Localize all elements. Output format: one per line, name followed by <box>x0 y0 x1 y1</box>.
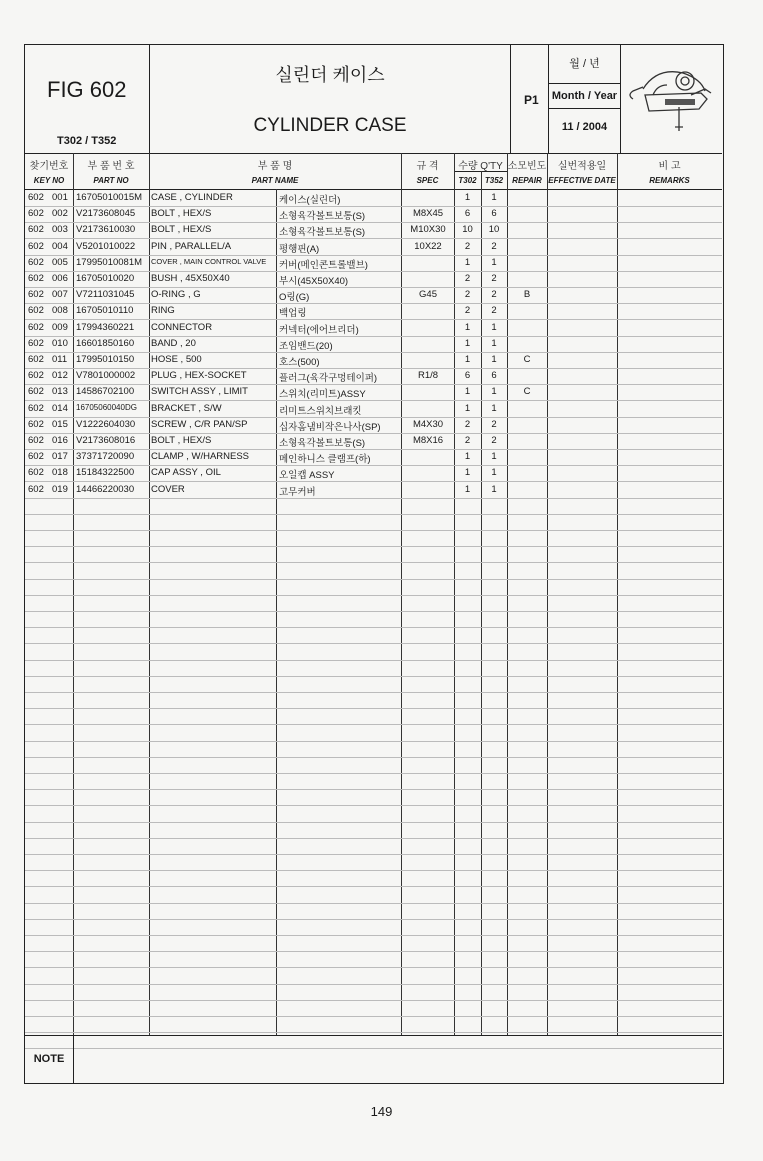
col-spec-en: SPEC <box>416 176 439 185</box>
cell-name-ko: 메인하니스 클램프(하) <box>279 454 371 466</box>
cell-key: 014 <box>52 402 68 414</box>
cell-repair: C <box>523 386 531 398</box>
date-label-korean: 월 / 년 <box>569 58 600 70</box>
cell-key: 011 <box>52 354 68 365</box>
cell-part: 16601850160 <box>76 337 135 349</box>
cell-fig: 602 <box>28 240 44 252</box>
blank-row <box>25 708 722 725</box>
cell-name-en: PIN , PARALLEL/A <box>151 240 232 252</box>
cell-fig: 602 <box>28 192 44 203</box>
col-spec-ko: 규 격 <box>416 161 439 172</box>
cell-name-en: COVER <box>151 483 185 495</box>
date-label-english: Month / Year <box>549 83 620 109</box>
cell-key: 012 <box>52 370 68 382</box>
cell-q1: 2 <box>464 435 471 446</box>
fig-box <box>25 45 150 153</box>
blank-row <box>25 822 722 839</box>
cell-fig: 602 <box>28 305 44 317</box>
cell-key: 008 <box>52 305 68 317</box>
cell-name-en: BOLT , HEX/S <box>151 208 212 220</box>
cell-q2: 1 <box>491 451 497 463</box>
cell-name-en: BOLT , HEX/S <box>151 435 212 446</box>
cell-name-en: PLUG , HEX-SOCKET <box>151 370 247 382</box>
cell-key: 002 <box>52 208 68 220</box>
cell-name-ko: 커버(메인콘트롤밸브) <box>279 259 368 271</box>
cell-q1: 1 <box>464 467 471 479</box>
col-repair-en: REPAIR <box>512 176 542 185</box>
parts-catalog-sheet <box>24 44 724 1084</box>
table-row <box>25 482 722 499</box>
cell-q2: 6 <box>491 208 497 220</box>
blank-row <box>25 627 722 644</box>
cell-part: 16705060040DG <box>76 402 137 412</box>
fig-number: FIG 602 <box>47 77 127 102</box>
col-name-en: PART NAME <box>251 176 299 185</box>
cell-fig: 602 <box>28 418 44 430</box>
cell-q1: 2 <box>464 418 471 430</box>
cell-fig: 602 <box>28 370 44 382</box>
cell-fig: 602 <box>28 386 44 398</box>
cell-q2: 1 <box>491 256 497 268</box>
cell-q1: 2 <box>464 273 471 284</box>
cell-fig: 602 <box>28 208 44 220</box>
cell-q2: 1 <box>491 192 497 203</box>
cell-part: V7801000002 <box>76 370 136 382</box>
cell-name-en: SWITCH ASSY , LIMIT <box>151 386 248 398</box>
cell-q2: 10 <box>488 224 500 236</box>
cell-fig: 602 <box>28 256 44 268</box>
cell-fig: 602 <box>28 451 44 463</box>
cell-name-ko: 플러그(육각구멍테이퍼) <box>279 373 378 385</box>
blank-row <box>25 951 722 968</box>
table-row <box>25 449 722 466</box>
cell-q2: 1 <box>491 337 497 349</box>
blank-row <box>25 595 722 612</box>
cell-part: V7211031045 <box>76 289 135 301</box>
page-box <box>511 45 549 153</box>
blank-row <box>25 498 722 515</box>
cell-fig: 602 <box>28 321 44 333</box>
cell-part: 15184322500 <box>76 467 135 479</box>
cell-q1: 1 <box>464 386 471 398</box>
cell-key: 003 <box>52 224 68 236</box>
cell-name-ko: 고무커버 <box>279 486 316 498</box>
col-remarks-ko: 비 고 <box>658 161 681 172</box>
cell-key: 017 <box>52 451 68 463</box>
cell-name-en: HOSE , 500 <box>151 354 202 365</box>
cell-fig: 602 <box>28 337 44 349</box>
cell-q2: 1 <box>491 467 497 479</box>
cell-name-ko: 케이스(실린더) <box>279 195 341 206</box>
cell-part: 14586702100 <box>76 386 135 398</box>
cell-spec: 10X22 <box>414 240 442 252</box>
blank-row <box>25 789 722 806</box>
blank-row <box>25 725 722 742</box>
col-effective-ko: 실번적용일 <box>557 161 607 172</box>
blank-row <box>25 741 722 758</box>
table-row <box>25 352 722 369</box>
model-numbers: T302 / T352 <box>57 135 117 147</box>
table-row <box>25 384 722 401</box>
blank-row <box>25 546 722 563</box>
blank-row <box>25 806 722 823</box>
cell-key: 019 <box>52 483 68 495</box>
cell-q2: 1 <box>491 354 497 365</box>
cell-part: V2173608016 <box>76 435 136 446</box>
cell-key: 015 <box>52 418 68 430</box>
cell-name-ko: 백업링 <box>279 308 307 320</box>
cell-name-ko: 스위치(리미트)ASSY <box>279 389 366 401</box>
page-code: P1 <box>524 93 539 107</box>
cell-q1: 1 <box>464 354 471 365</box>
date-value: 11 / 2004 <box>561 121 608 133</box>
table-row <box>25 320 722 337</box>
blank-row <box>25 903 722 920</box>
cell-q2: 1 <box>491 386 497 398</box>
cell-q1: 2 <box>464 305 471 317</box>
blank-row <box>25 611 722 628</box>
cell-name-ko: 소형육각볼트보통(S) <box>279 227 366 239</box>
cell-key: 007 <box>52 289 68 301</box>
cell-spec: R1/8 <box>417 370 439 382</box>
col-key-en: KEY NO <box>33 176 65 185</box>
col-repair-ko: 소모빈도 <box>507 161 547 172</box>
blank-row <box>25 579 722 596</box>
cell-key: 009 <box>52 321 68 333</box>
cell-fig: 602 <box>28 483 44 495</box>
cell-part: V2173610030 <box>76 224 136 236</box>
cell-part: 16705010110 <box>76 305 134 317</box>
cell-q2: 1 <box>491 402 497 414</box>
col-part-en: PART NO <box>93 176 129 185</box>
table-row <box>25 239 722 256</box>
cell-spec: M8X16 <box>412 435 444 446</box>
cell-name-en: CLAMP , W/HARNESS <box>151 451 250 463</box>
title-english: CYLINDER CASE <box>253 115 407 136</box>
table-row <box>25 190 722 207</box>
table-row <box>25 465 722 482</box>
cell-name-en: COVER , MAIN CONTROL VALVE <box>151 256 267 266</box>
cell-name-en: BAND , 20 <box>151 337 196 349</box>
cell-name-ko: 십자홈냄비작은나사(SP) <box>279 421 381 433</box>
cell-q2: 2 <box>491 305 497 317</box>
cell-q1: 1 <box>464 321 471 333</box>
cell-q1: 1 <box>464 451 471 463</box>
cell-name-ko: O링(G) <box>279 292 310 304</box>
cell-key: 016 <box>52 435 68 446</box>
table-row <box>25 271 722 288</box>
cell-name-ko: 호스(500) <box>279 357 320 368</box>
cell-part: 16705010020 <box>76 273 135 284</box>
col-qty-t302: T302 <box>458 176 477 185</box>
blank-row <box>25 692 722 709</box>
cell-fig: 602 <box>28 273 44 284</box>
cell-part: 17995010150 <box>76 354 135 365</box>
cell-name-ko: 소형육각볼트보통(S) <box>279 438 366 449</box>
blank-row <box>25 773 722 790</box>
col-qty-ko: 수량 Q'TY <box>458 161 503 172</box>
cell-key: 005 <box>52 256 68 268</box>
cell-part: V1222604030 <box>76 418 136 430</box>
cell-name-ko: 오일캡 ASSY <box>279 470 335 482</box>
cell-q2: 6 <box>491 370 497 382</box>
page-number: 149 <box>370 1104 393 1119</box>
cell-name-ko: 평행핀(A) <box>279 243 320 255</box>
cell-q2: 1 <box>491 483 497 495</box>
cell-name-en: BRACKET , S/W <box>151 402 222 414</box>
blank-row <box>25 854 722 871</box>
cell-key: 010 <box>52 337 68 349</box>
blank-row <box>25 563 722 580</box>
blank-row <box>25 676 722 693</box>
cell-name-en: SCREW , C/R PAN/SP <box>151 418 248 430</box>
blank-row <box>25 838 722 855</box>
col-qty-t352: T352 <box>484 176 504 185</box>
cell-spec: M4X30 <box>412 418 444 430</box>
cell-q1: 2 <box>464 289 471 301</box>
cell-q2: 2 <box>491 240 497 252</box>
table-row <box>25 222 722 239</box>
illustration-box <box>621 45 722 153</box>
blank-row <box>25 984 722 1001</box>
blank-row <box>25 870 722 887</box>
col-remarks-en: REMARKS <box>649 176 690 185</box>
cell-key: 018 <box>52 467 68 479</box>
cell-spec: M8X45 <box>412 208 444 220</box>
cell-name-en: RING <box>151 305 175 317</box>
cell-fig: 602 <box>28 354 44 365</box>
cell-name-en: O-RING , G <box>151 289 201 301</box>
cell-fig: 602 <box>28 402 44 414</box>
cell-part: 16705010015M <box>76 192 143 203</box>
cell-part: 14466220030 <box>76 483 135 495</box>
cell-fig: 602 <box>28 435 44 446</box>
cell-q2: 2 <box>491 289 497 301</box>
title-box <box>150 45 511 153</box>
blank-row <box>25 660 722 677</box>
cell-part: 37371720090 <box>76 451 135 463</box>
cell-q1: 1 <box>464 256 471 268</box>
date-box <box>549 45 621 153</box>
cell-part: V5201010022 <box>76 240 136 252</box>
cell-key: 013 <box>52 386 68 398</box>
cell-fig: 602 <box>28 289 44 301</box>
table-row <box>25 417 722 434</box>
cell-key: 001 <box>52 192 68 203</box>
cell-repair: C <box>523 354 531 365</box>
col-effective-en: EFFECTIVE DATE <box>548 176 616 185</box>
cell-name-ko: 리미트스위치브래킷 <box>279 405 362 417</box>
table-row <box>25 401 722 418</box>
table-row <box>25 336 722 353</box>
blank-row <box>25 530 722 547</box>
note-label: NOTE <box>25 1036 74 1084</box>
cell-q1: 1 <box>464 483 471 495</box>
cell-q1: 1 <box>464 337 471 349</box>
cell-name-ko: 조임밴드(20) <box>279 340 333 352</box>
blank-row <box>25 644 722 661</box>
blank-row <box>25 1016 722 1033</box>
table-row <box>25 287 722 304</box>
cell-key: 006 <box>52 273 68 284</box>
col-key-ko: 찾기번호 <box>29 161 69 172</box>
cell-fig: 602 <box>28 467 44 479</box>
table-row <box>25 206 722 223</box>
cylinder-case-illustration-icon <box>625 55 717 137</box>
cell-part: V2173608045 <box>76 208 136 220</box>
title-korean: 실린더 케이스 <box>275 65 385 85</box>
cell-q1: 6 <box>464 208 471 220</box>
cell-q2: 2 <box>491 418 497 430</box>
cell-q1: 1 <box>464 402 471 414</box>
table-row <box>25 255 722 272</box>
sheet-header <box>25 45 722 154</box>
cell-name-en: CASE , CYLINDER <box>151 192 233 203</box>
cell-name-en: CAP ASSY , OIL <box>151 467 221 479</box>
cell-q1: 10 <box>462 224 473 236</box>
blank-row <box>25 1000 722 1017</box>
table-row <box>25 433 722 450</box>
cell-name-en: BOLT , HEX/S <box>151 224 212 236</box>
cell-q2: 2 <box>491 273 497 284</box>
cell-name-ko: 소형육각볼트보통(S) <box>279 211 366 223</box>
cell-spec: M10X30 <box>410 224 446 236</box>
blank-row <box>25 757 722 774</box>
cell-fig: 602 <box>28 224 44 236</box>
cell-q1: 2 <box>464 240 471 252</box>
cell-repair: B <box>523 289 531 301</box>
cell-q2: 2 <box>491 435 497 446</box>
blank-row <box>25 968 722 985</box>
cell-part: 17995010081M <box>76 256 143 268</box>
cell-name-en: BUSH , 45X50X40 <box>151 273 230 284</box>
cell-key: 004 <box>52 240 68 252</box>
blank-row <box>25 514 722 531</box>
cell-spec: G45 <box>419 289 437 301</box>
col-part-ko: 부 품 번 호 <box>87 161 135 172</box>
cell-name-en: CONNECTOR <box>151 321 213 333</box>
col-name-ko: 부 품 명 <box>257 161 293 172</box>
blank-row <box>25 935 722 952</box>
blank-row <box>25 887 722 904</box>
cell-q1: 6 <box>464 370 471 382</box>
cell-q2: 1 <box>491 321 497 333</box>
note-area <box>25 1035 722 1084</box>
cell-name-ko: 부시(45X50X40) <box>279 276 349 287</box>
table-row <box>25 368 722 385</box>
cell-q1: 1 <box>464 192 471 203</box>
cell-part: 17994360221 <box>76 321 135 333</box>
table-row <box>25 303 722 320</box>
cell-name-ko: 커넥터(에어브리더) <box>279 324 359 336</box>
blank-row <box>25 919 722 936</box>
